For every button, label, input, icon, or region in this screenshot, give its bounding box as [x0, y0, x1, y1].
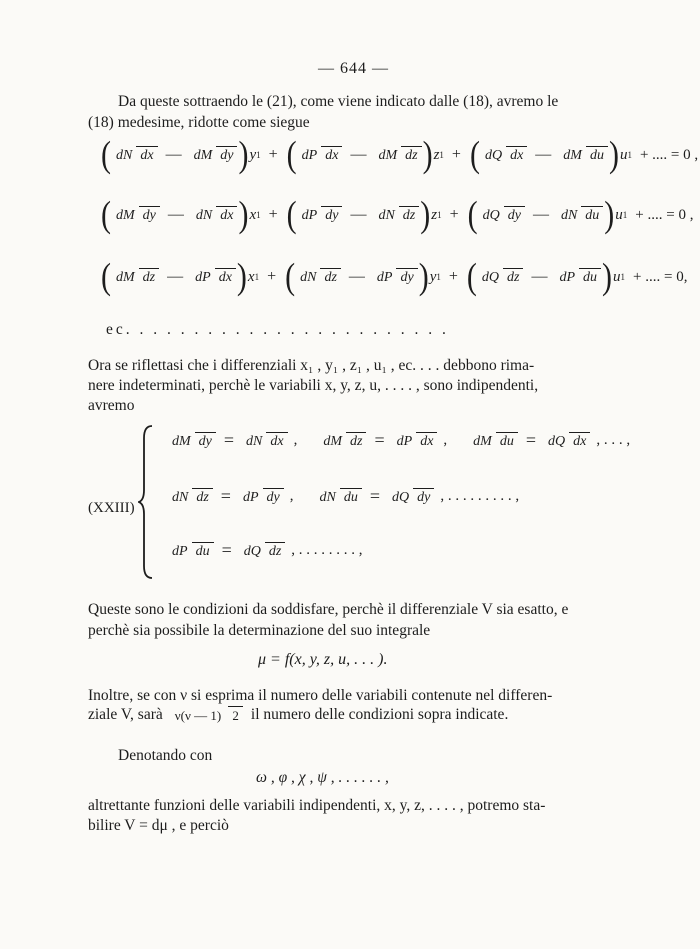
eq-frac-num: dP [195, 270, 211, 285]
para5-line-1: Denotando con [118, 747, 213, 764]
integral-formula: μ = f(x, y, z, u, . . . ). [258, 651, 388, 668]
eq-frac [298, 206, 343, 224]
system-frac-den: du [496, 432, 518, 450]
system-frac [388, 488, 434, 506]
system-frac [168, 542, 214, 560]
eq-var: y [249, 146, 257, 163]
eq-frac-num: dN [116, 148, 133, 163]
eq-var: u [613, 268, 621, 285]
intro-line-1: Da queste sottraendo le (21), come viene indicato dalle (18), avremo le [118, 93, 559, 110]
system-frac [239, 488, 284, 506]
eq-frac [555, 268, 601, 286]
eq-frac-den: dz [320, 268, 340, 286]
system-frac-den: dx [266, 432, 287, 450]
system-sep: , . . . . . . . . . , [440, 488, 520, 504]
function-symbols: ω , φ , χ , ψ , . . . . . . , [256, 769, 389, 786]
eq-var: u [619, 146, 628, 163]
system-frac-num: dP [172, 543, 188, 559]
system-frac [168, 488, 213, 506]
eq-frac [192, 206, 238, 224]
system-frac-den: dz [265, 542, 285, 560]
eq-frac-num: dP [376, 270, 393, 285]
system-sep: , [443, 432, 448, 448]
eq-frac [374, 146, 421, 164]
eq-frac [190, 146, 238, 164]
system-frac-den: du [340, 488, 362, 506]
system-frac-num: dP [396, 433, 413, 449]
system-frac-num: dQ [548, 433, 566, 449]
eq-frac-num: dM [116, 270, 135, 285]
eq-frac [373, 268, 418, 286]
eq-frac-num: dN [195, 208, 213, 223]
eq-frac-num: dQ [481, 270, 500, 285]
eq-frac-den: dx [321, 146, 342, 164]
system-frac-den: dz [192, 488, 212, 506]
eq-frac-num: dM [563, 148, 582, 163]
system-frac [393, 432, 438, 450]
para2-line-3: avremo [88, 397, 135, 414]
system-frac [315, 488, 361, 506]
nu-fraction-den: 2 [228, 706, 243, 724]
eq-frac-num: dQ [482, 208, 500, 223]
eq-frac-num: dQ [484, 148, 503, 163]
system-sep: , . . . , [596, 432, 631, 448]
eq-frac-num: dP [301, 148, 318, 163]
eq-frac [559, 146, 608, 164]
para2-line-1: Ora se riflettasi che i differenziali x₁ , y₁ , z₁ , u₁ , ec. . . . debbono rima- [88, 357, 535, 374]
eq-frac [298, 146, 343, 164]
eq-frac-den: dz [399, 206, 419, 224]
eq-frac [112, 146, 158, 164]
intro-line-2: (18) medesime, ridotte come siegue [88, 114, 310, 131]
para5-line-2: altrettante funzioni delle variabili indipendenti, x, y, z, . . . . , potremo sta- [88, 797, 546, 814]
eq-frac-den: dz [401, 146, 421, 164]
eq-frac-num: dP [301, 208, 318, 223]
eq-frac [478, 268, 524, 286]
system-frac [240, 542, 286, 560]
para4-line-2 [88, 706, 508, 724]
eq-var: x [249, 206, 257, 223]
eq-frac [112, 268, 159, 286]
eq-frac-num: dN [300, 270, 317, 285]
system-frac-den: dx [569, 432, 590, 450]
system-label: (XXIII) [88, 500, 135, 516]
eq-frac-num: dN [560, 208, 578, 223]
eq-frac [481, 146, 527, 164]
system-frac [544, 432, 590, 450]
system-frac-num: dP [242, 489, 259, 505]
system-frac-den: dy [413, 488, 434, 506]
eq-frac [296, 268, 341, 286]
system-frac [168, 432, 216, 450]
system-sep: , . . . . . . . . , [291, 542, 363, 558]
system-frac-den: dy [195, 432, 216, 450]
eq-frac [112, 206, 160, 224]
system-frac-den: dz [346, 432, 366, 450]
para4-line-1: Inoltre, se con ν si esprima il numero delle variabili contenute nel differen- [88, 687, 553, 704]
system-frac-den: du [192, 542, 214, 560]
eq-frac-num: dM [378, 148, 398, 163]
system-row-2: dN dz = dP dy , dN du = dQ dy , . . . . . . . . . , [168, 486, 541, 507]
eq-frac-den: dy [504, 206, 525, 224]
para3-line-2: perchè sia possibile la determinazione del suo integrale [88, 622, 431, 639]
system-frac [242, 432, 288, 450]
system-row-1: dM dy = dN dx , dM dz = dP dx , dM du = dQ dx , . . . , [168, 430, 652, 451]
equation-2: ( dM dy — dN dx ) x 1 + ( dP dy — dN dz ) z 1 + ( dQ dy — dN du ) u 1 + .... = 0 , [101, 193, 694, 235]
eq-var: u [615, 206, 623, 223]
system-frac-num: dN [319, 489, 336, 505]
para4-post: il numero delle condizioni sopra indicate. [250, 706, 509, 723]
eq-frac-den: dy [396, 268, 417, 286]
nu-fraction-num: ν(ν — 1) [174, 708, 222, 723]
eq-frac-den: dz [503, 268, 523, 286]
system-sep: , [293, 432, 298, 448]
system-frac-num: dM [172, 433, 191, 449]
system-frac-num: dM [323, 433, 343, 449]
ec-line: ec. . . . . . . . . . . . . . . . . . . . . . . . [106, 321, 449, 338]
eq-tail: + .... = 0 , [639, 146, 699, 163]
eq-frac-den: dx [216, 206, 237, 224]
eq-frac-den: dx [506, 146, 527, 164]
system-frac [319, 432, 366, 450]
system-row-3: dP du = dQ dz , . . . . . . . . , [168, 540, 385, 561]
eq-frac-den: dx [215, 268, 236, 286]
page-number: — 644 — [318, 60, 389, 77]
eq-frac-den: dy [139, 206, 160, 224]
eq-frac [191, 268, 236, 286]
system-frac-num: dN [172, 489, 189, 505]
eq-frac [557, 206, 603, 224]
eq-var: z [433, 146, 440, 163]
eq-var: y [429, 268, 437, 285]
system-frac-den: dx [416, 432, 437, 450]
eq-frac [479, 206, 525, 224]
system-frac-num: dQ [243, 543, 261, 559]
eq-var: x [247, 268, 255, 285]
curly-brace [138, 424, 154, 580]
equation-1: ( dN dx — dM dy ) y 1 + ( dP dx — dM dz ) z 1 + ( dQ dx — dM du ) u 1 + .... = 0 , [101, 133, 699, 175]
system-frac-den: dy [263, 488, 284, 506]
eq-frac-den: du [581, 206, 603, 224]
para3-line-1: Queste sono le condizioni da soddisfare, perchè il differenziale V sia esatto, e [88, 601, 569, 618]
system-frac-num: dQ [391, 489, 410, 505]
eq-frac [374, 206, 419, 224]
eq-frac-den: dx [136, 146, 157, 164]
system-frac-num: dM [473, 433, 492, 449]
eq-frac-den: du [579, 268, 601, 286]
equation-3: ( dM dz — dP dx ) x 1 + ( dN dz — dP dy ) y 1 + ( dQ dz — dP du ) u 1 + .... = 0, [101, 255, 688, 297]
eq-frac-den: du [586, 146, 608, 164]
para5-line-3: bilire V = dμ , e perciò [88, 817, 229, 834]
eq-var: z [431, 206, 438, 223]
eq-frac-den: dz [139, 268, 159, 286]
eq-frac-num: dP [559, 270, 576, 285]
eq-frac-num: dM [193, 148, 213, 163]
para4-pre: ziale V, sarà [88, 706, 163, 723]
eq-tail: + .... = 0 , [635, 206, 694, 223]
eq-frac-num: dN [378, 208, 395, 223]
system-frac-num: dN [246, 433, 263, 449]
eq-frac-num: dM [116, 208, 135, 223]
nu-fraction [171, 706, 243, 724]
para2-line-2: nere indeterminati, perchè le variabili x, y, z, u, . . . . , sono indipendenti, [88, 377, 539, 394]
system-frac [469, 432, 518, 450]
eq-frac-den: dy [321, 206, 342, 224]
eq-tail: + .... = 0, [633, 268, 688, 285]
system-sep: , [289, 488, 294, 504]
eq-frac-den: dy [216, 146, 237, 164]
